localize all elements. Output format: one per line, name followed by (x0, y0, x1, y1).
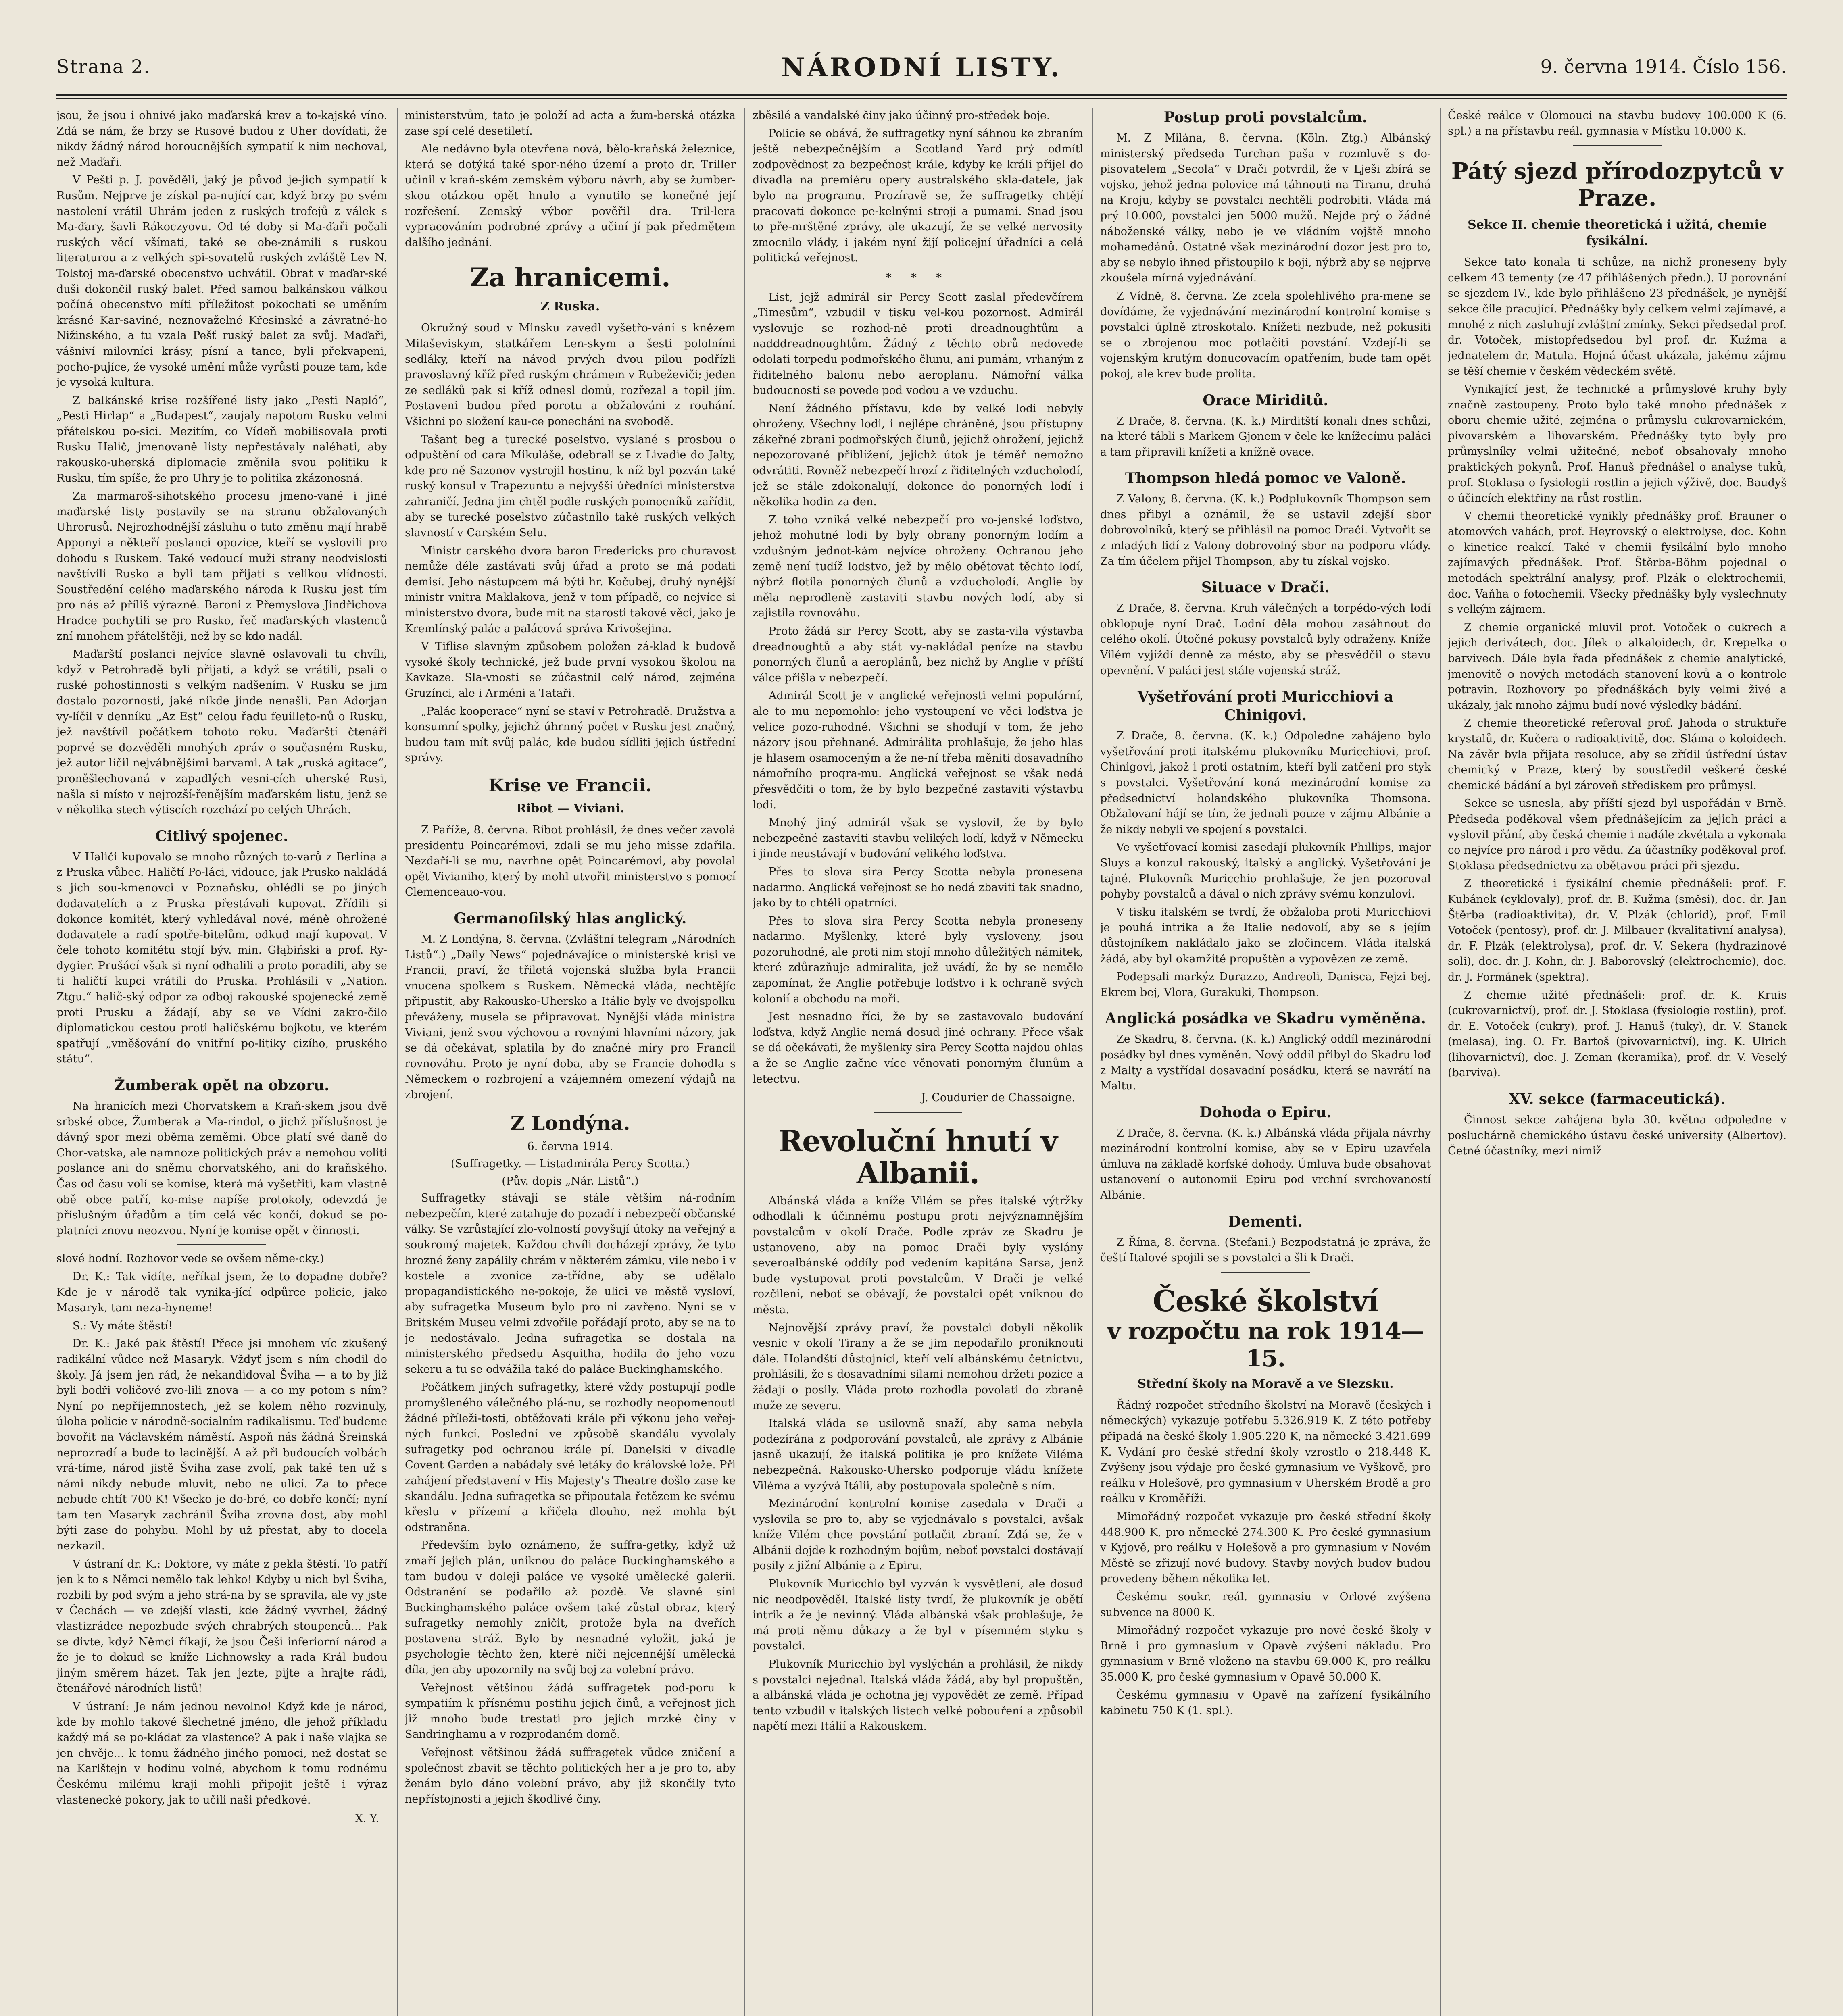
section-heading: Citlivý spojenec. (155, 827, 288, 845)
subtitle: (Suffragetky. — Listadmirála Percy Scotta.) (450, 1158, 690, 1170)
paragraph: Z chemie organické mluvil prof. Votoček o cukrech a jejich derivátech, doc. Jílek o alkaloidech, dr. Krepelka o barvivech. Dále byla řada přednášek z chemie analytické, jmenovitě o nových metodách stanovení kovů a o kontrole potravin. Rozhovory po přednáškách byly velmi živé a ukázaly, jak mnoho zájmu budí nové výsledky bádání. (1448, 621, 1787, 712)
separator-stars: * * * (886, 271, 950, 284)
paragraph: Z Valony, 8. června. (K. k.) Podplukovník Thompson sem dnes přibyl a oznámil, že se ustavil zdejší sbor dobrovolníků, který se přihlásil na pomoc Drači. Vytvořit se z mladých lidí z Valony dobrovolný sbor na podporu vlády. Za tím účelem přijel Thompson, aby tu získal vojsko. (1100, 493, 1431, 568)
paragraph: Italská vláda se usilovně snaží, aby sama nebyla podezírána z podporování povstalců, ale zprávy z Albánie jasně ukazují, že italská politika je pro knížete Viléma nebezpečná. Rakousko-Uhersko podporuje vládu knížete Viléma a vyzývá Itálii, aby postupovala společně s ním. (753, 1417, 1083, 1492)
paragraph: Řádný rozpočet středního školství na Moravě (českých i německých) vykazuje potřebu 5.326.919 K. Z této potřeby připadá na české školy 1.905.220 K, na německé 3.421.699 K. Vydání pro české střední školy vzrostlo o 218.448 K. Zvýšeny jsou výdaje pro české gymnasium ve Vyškově, pro reálku v Holešově, pro gymnasium v Uherském Brodě a pro reálku v Kroměříži. (1100, 1399, 1431, 1505)
paragraph: Albánská vláda a kníže Vilém se přes italské výtržky odhodlali k účinnému postupu proti nejvýznamnějším povstalcům v okolí Drače. Podle zpráv ze Skadru je ustanoveno, aby na pomoc Drači byly vyslány severoalbánské oddíly pod vedením kapitána Sarsa, jenž bude vystupovat proti povstalcům. V Drači je velké rozčilení, neboť se obávají, že povstalci opět vniknou do města. (753, 1194, 1083, 1316)
paragraph: V Haliči kupovalo se mnoho různých to-varů z Berlína a z Pruska vůbec. Haličtí Po-láci, vidouce, jak Prusko nakládá s jich sou-kmenovci v Poznaňsku, ohlédli se po jiných dodavatelích a z Pruska přestávali kupovat. Zřídili si dokonce komitét, který vyhledával nové, méně ohrožené dodavatele a radí spotře-bitelům, odkud mají kupovat. V čele tohoto komitétu stojí býv. min. Głąbiński a prof. Ry-dygier. Prušácí však si nyní odhalili a proto poradili, aby se ti haličtí kupci vrátili do Pruska. Prohlásili v „Nation. Ztgu.“ halič-ský odpor za odboj rakouské spojenecké země proti Prusku a žádají, aby se ve Vídni zakro-čilo diplomatickou cestou proti haličskému bojkotu, ve kterém spatřují „vměšování do vnitřní po-litiky cizího, pruského státu“. (56, 850, 387, 1066)
paragraph: Z balkánské krise rozšířené listy jako „Pesti Napló“, „Pesti Hirlap“ a „Budapest“, zaujaly napotom Rusku velmi přátelskou po-sici. Mezitím, co Vídeň mobilisovala proti Rusku Halič, jmenovaně listy nepřestávaly naléhati, aby rakousko-uherská diplomacie změnila svou politiku k Rusku, tím spíše, že pro Uhry je to politika zkázonosná. (56, 394, 387, 485)
paragraph: Policie se obává, že suffragetky nyní sáhnou ke zbraním ještě nebezpečnějším a Scotland Yard prý odmítl zodpovědnost za bezpečnost krále, kdyby ke králi přijel do divadla na premiéru opery australského skla-datele, jak bylo na programu. Prozíravě se, že suffragetky chtějí pracovati dokonce pe-kelnými stroji a pumami. Snad jsou to pře-mrštěné zprávy, ale ukazují, že se velké nervosity zmocnilo vlády, i jakém nyní žijí policejní úřadníci a celá politická veřejnost. (753, 127, 1083, 264)
paragraph: Sekce se usnesla, aby příští sjezd byl uspořádán v Brně. Předseda poděkoval všem přednášejícím za jejich práci a vyslovil přání, aby česká chemie i nadále zkvétala a vykonala co nejvíce pro národ i pro vědu. Za účastníky poděkoval prof. Stoklasa předsednictvu za obětavou práci při sjezdu. (1448, 797, 1787, 872)
section-title: Za hranicemi. (470, 262, 671, 293)
subsection-heading: Z Ruska. (540, 300, 600, 314)
paragraph: Suffragetky stávají se stále větším ná-rodním nebezpečím, které zatahuje do pozadí i nebezpečí občanské války. Se vzrůstající zlo-volností povyšují útoky na veřejný a soukromý majetek. Každou chvíli docházejí zprávy, že tyto hrozné ženy zapálily chrám v některém zámku, vile nebo i v kostele a zvonice za-třídne, aby se udělalo propagandistického ne-pokoje, že ulici ve městě vysloví, aby sufragetka Museum bylo pro ni zavřeno. Nyní se v Britském Museu velmi zdvořile pořádají proto, aby se na to je nedostávalo. Jedna sufragetka se dostala na ministerského předsedu Asquitha, hodila do jeho vozu sekeru a tu se odvážila také do paláce Buckinghamského. (405, 1192, 736, 1376)
paragraph: Z chemie užité přednášeli: prof. dr. K. Kruis (cukrovarnictví), prof. dr. J. Stoklasa (fysiologie rostlin), prof. dr. E. Votoček (cukry), prof. J. Hanuš (tuky), dr. V. Stanek (melasa), ing. O. Fr. Bartoš (pivovarnictví), ing. K. Ulrich (lihovarnictví), doc. J. Zeman (keramika), prof. dr. V. Veselý (barviva). (1448, 989, 1787, 1079)
paragraph: Přes to slova sira Percy Scotta nebyla proneseny nadarmo. Myšlenky, které byly vysloveny, jsou pozoruhodné, ale proti nim stojí mnoho důležitých námitek, které zdůrazňuje admiralita, jež uvádí, že by se nemělo zapomínat, že Anglie potřebuje loďstvo i k ochraně svých kolonií a obchodu na moři. (753, 914, 1083, 1005)
section-heading: Dohoda o Epiru. (1199, 1104, 1332, 1121)
paragraph: Mnohý jiný admirál však se vyslovil, že by bylo nebezpečné zastaviti stavbu velikých lodí, když v Německu i jinde neustávají v budování velikého loďstva. (753, 816, 1083, 860)
paragraph: Z theoretické i fysikální chemie přednášeli: prof. F. Kubánek (cyklovaly), prof. dr. B. Kužma (směsi), doc. dr. Jan Štěrba (radioaktivita), dr. V. Plzák (chlorid), prof. Emil Votoček (pentosy), prof. dr. J. Milbauer (kvalitativní analysa), dr. F. Plzák (elektrolysa), prof. dr. V. Sekera (hydrazinové soli), doc. dr. J. Kohn, dr. J. Baborovský (elektrochemie), doc. dr. J. Formánek (spektra). (1448, 877, 1787, 983)
section-heading: Z Londýna. (510, 1112, 630, 1135)
section-title: České školství (1153, 1283, 1378, 1318)
paragraph: Mezinárodní kontrolní komise zasedala v Drači a vyslovila se pro to, aby se vyjednávalo s povstalci, avšak kníže Vilém chce povstání potlačit zbraní. Zdá se, že v Albánii dojde k rozhodným bojům, neboť povstalci dostávají posily z jižní Albánie a z Epiru. (753, 1497, 1083, 1572)
separator (1573, 145, 1662, 146)
paragraph: Proto žádá sir Percy Scott, aby se zasta-vila výstavba dreadnoughtů a aby stát vy-nakládal peníze na stavbu ponorných člunů a aeroplánů, bez nichž by Anglie v příští válce přišla v nebezpečí. (753, 625, 1083, 684)
column-1 (56, 108, 387, 2016)
paragraph: Tašant beg a turecké poselstvo, vyslané s prosbou o odpuštění od cara Mikuláše, odebrali se z Livadie do Jalty, kde pro ně Sazonov vystrojil hostinu, k níž byl pozván také ruský konsul v Trapezuntu a nejvyšší úředníci ministerstva zahraničí. Jedna jim chtěl podle ruských pomocníků zařídit, aby se turecké poselstvo zúčastnilo také ruských velkých slavností v Carském Selu. (405, 433, 736, 539)
paragraph: Z Paříže, 8. června. Ribot prohlásil, že dnes večer zavolá presidentu Poincarémovi, zdali se mu jeho misse zdařila. Nezdaří-li se mu, navrhne opět Poincarémovi, aby povolal opět Vivianiho, který by mohl utvořit ministerstvo s pomocí Clemenceauo-vou. (405, 823, 736, 899)
paragraph: Na hranicích mezi Chorvatskem a Kraň-skem jsou dvě srbské obce, Žumberak a Ma-rindol, o jichž příslušnost je dávný spor mezi oběma zeměmi. Obce platí své daně do Chor-vatska, ale namnoze politických práv a nemohou voliti poslance ani do sněmu chorvatského, ani do kraňského. Čas od času volí se komise, která má vyšetřiti, kam vlastně obě obce patří, ko-mise napíše protokoly, odevzdá je příslušným úřadům a tím celá věc končí, dokud se po-platníci znovu neozvou. Nyní je komise opět v činnosti. (56, 1100, 387, 1237)
paragraph: V tisku italském se tvrdí, že obžaloba proti Muricchiovi je pouhá intrika a že Italie nedovolí, aby se s jejím důstojníkem nakládalo jako se zločincem. Vláda italská žádá, aby byl okamžitě propuštěn a vypovězen ze země. (1100, 906, 1431, 965)
paragraph: Okružný soud v Minsku zavedl vyšetřo-vání s knězem Milaševiskym, statkářem Len-skym a šesti pololními sedláky, kteří na návod prvých dvou pilou podřízli pravoslavný kříž před ruským chrámem v Rubeževiči; jeden ze sedláků pak si kříž odnesl domů, rozřezal a topil jím. Postaveni budou před porotu a obžalováni z rouhání. Všichni po složení kau-ce ponecháni na svobodě. (405, 322, 736, 428)
paragraph: Mimořádný rozpočet vykazuje pro nové české školy v Brně i pro gymnasium v Opavě zvýšení nákladu. Pro gymnasium v Brně vloženo na stavbu 69.000 K, pro reálku 35.000 K, pro české gymnasium v Opavě 50.000 K. (1100, 1624, 1431, 1683)
paragraph: slové hodní. Rozhovor vede se ovšem něme-cky.) (56, 1252, 324, 1265)
paragraph: Sekce tato konala ti schůze, na nichž proneseny byly celkem 43 tementy (ze 47 přihlášených předn.). U porovnání se sjezdem IV., kde bylo přihlášeno 23 přednášek, je nynější sekce čile pracující. Přednášky byly celkem velmi zajímavé, a mnohé z nich zasluhují zvláštní zmínky. Sekci předsedal prof. dr. Votoček, místopředsedou byl prof. dr. Kužma a jednatelem dr. Matula. Hojná účast ukázala, jakému zájmu se těší chemie v českém vědeckém světě. (1448, 256, 1787, 378)
paragraph: Admirál Scott je v anglické veřejnosti velmi populární, ale to mu nepomohlo: jeho vystoupení ve věci loďstva je velice pozo-ruhodné. Všichni se shodují v tom, že jeho názory jsou přehnané. Admirálita prohlašuje, že jeho hlas je hlasem osamoceným a že ne-ní třeba měniti dosavadního námořního progra-mu. Anglická veřejnost se však nedá přesvědčiti o tom, že by bylo bezpečné zastaviti výstavbu lodí. (753, 689, 1083, 811)
paragraph: V Pešti p. J. pověděli, jaký je původ je-jich sympatií k Rusům. Nejprve je získal pa-nující car, když brzy po svém nastolení vrátil Uhrám jeden z ruských trofejů z válek s Ma-ďary, šavli Rákoczyovu. Od té doby si Ma-ďaři počali ruských věcí všímati, také se obe-známili s ruskou literaturou a z velkých spi-sovatelů ruských zvláště Lev N. Tolstoj ma-ďarské obecenstvo uchvátil. Obrat v maďar-ské duši dokončil ruský balet. Před samou balkánskou válkou počíná obecenstvo míti příležitost pokochati se uměním krásné Kar-saviné, neznovaželné Křesinské a závratné-ho Nižinského, a tu vzala Pešť ruský balet za svůj. Maďaři, vášniví milovníci krásy, písní a tance, byli překvapeni, pocho-pujíce, že vysoké umění může vyrůsti pouze tam, kde je vysoká kultura. (56, 174, 387, 389)
paragraph: Dr. K.: Tak vidíte, neříkal jsem, že to dopadne dobře? Kde je v národě tak vynika-jící odpůrce policie, jako Masaryk, tam neza-hyneme! (56, 1270, 387, 1314)
section-heading: Dementi. (1228, 1213, 1303, 1230)
paragraph: Českému gymnasiu v Opavě na zařízení fysikálního kabinetu 750 K (1. spl.). (1100, 1689, 1431, 1717)
section-title-line-2: v rozpočtu na rok 1914—15. (1107, 1317, 1424, 1372)
paragraph: jsou, že jsou i ohnivé jako maďarská krev a to-kajské víno. Zdá se nám, že brzy se Rusové budou z Uher dovídati, že nikdy žádný národ horoucnějších sympatií k nim nechoval, než Maďaři. (56, 109, 387, 169)
section-heading: Orace Miriditů. (1203, 392, 1328, 409)
paragraph: Za marmaroš-sihotského procesu jmeno-vané i jiné maďarské listy postavily se na stranu obžalovaných Uhrorusů. Nejrozhodnější zásluhu o tuto změnu mají hrabě Apponyi a někteří poslanci opozice, kteří se vyslovili pro dohodu s Ruskem. Také vedoucí muži strany neodvislosti navštívili Rusko a byli tam přijati s velikou vlídností. Soustředění celého maďarského národa k Rusku jest tím pro nás až příliš výrazné. Baroni z Přemyslova Jindřichova Hradce pochytili se pro Rusko, řeč maďarských vlastenců zní mnohem přátelštěji, než by se kdo nadál. (56, 490, 387, 643)
paragraph: Z Vídně, 8. června. Ze zcela spolehlivého pra-mene se dovídáme, že vyjednávání mezinárodní kontrolní komise s povstalci úplně ztroskotalo. Knížeti nezbude, než pokusiti se o zbrojenou moc potlačiti povstání. Vzdejí-li se vojenským krutým donucovacím opatřením, bude tam opět pokoj, ale krev bude prolita. (1100, 289, 1431, 380)
paragraph: Jest nesnadno říci, že by se zastavovalo budování loďstva, když Anglie nemá dosud jiné ochrany. Přece však se dá očekávati, že myšlenky sira Percy Scotta najdou ohlas a že se Anglie začne více věnovati ponorným člunům a letectvu. (753, 1010, 1083, 1085)
section-title: Revoluční hnutí v Albanii. (778, 1123, 1057, 1190)
paragraph: „Palác kooperace“ nyní se staví v Petrohradě. Družstva a konsumní spolky, jejichž úhrnný počet v Rusku jest značný, budou tam mít svůj palác, kde budou sídliti jejich ústřední správy. (405, 705, 736, 764)
column-5 (1448, 108, 1787, 2016)
paragraph: M. Z Londýna, 8. června. (Zvláštní telegram „Národních Listů“.) „Daily News“ pojednávajíce o ministerské krisi ve Francii, praví, že třiletá vojenská služba byla Francii vnucena spolkem s Ruskem. Německá vláda, nechtějíc připustit, aby Rakousko-Uhersko a Itálie byly ve dvojspolku převáženy, musela se připravovat. Nynější vláda ministra Viviani, jenž svou výchovou a rovnými hlavními názory, jak se dá očekávat, splatila by do značné míry pro Francii rovnováhu. Proto je nyní doba, aby se Francie dohodla s Německem o rozbrojení a vzájemném omezení výdajů na zbrojení. (405, 933, 736, 1101)
section-heading: Postup proti povstalcům. (1163, 109, 1368, 126)
paragraph: M. Z Milána, 8. června. (Köln. Ztg.) Albánský ministerský předseda Turchan paša v rozmluvě s do-pisovatelem „Secola“ v Drači potvrdil, že v Lješi zbírá se vojsko, jehož jedna polovice má táhnouti na Tiranu, druhá na Kroju, kdyby se povstalci nechtěli podrobiti. Vláda má prý 10.000, povstalci jen 5000 mužů. Nejde prý o žádné náboženské války, nebo je ve vládním vojště mnoho mohamedánů. Ostatně však mezinárodní dozor jest pro to, aby se nebylo ihned přistoupilo k boji, nýbrž aby se nejprve zkoušela mírná vyjednávání. (1100, 132, 1431, 285)
paragraph: Vynikající jest, že technické a průmyslové kruhy byly značně zastoupeny. Proto bylo také mnoho přednášek z oboru chemie užité, zejména o průmyslu cukrovarnickém, pivovarském a lihovarském. Přednášky tyto byly pro průmyslníky velmi užitečné, neboť obsahovaly mnoho praktických pokynů. Prof. Hanuš přednášel o analyse tuků, prof. Stoklasa o fysiologii rostlin a jejich výživě, doc. Baudyš o účincích elektřiny na růst rostlin. (1448, 383, 1787, 505)
column-2 (405, 108, 736, 2016)
masthead-rule (56, 94, 1787, 96)
masthead-rule-thin (56, 98, 1787, 99)
section-heading: Situace v Drači. (1201, 579, 1330, 596)
paragraph: Činnost sekce zahájena byla 30. května odpoledne v posluchárně chemického ústavu české university (Albertov). Četné účastníky, mezi nimiž (1448, 1114, 1787, 1158)
masthead (56, 52, 1787, 85)
paragraph: Nejnovější zprávy praví, že povstalci dobyli několik vesnic v okolí Tirany a že se jim nepodařilo proniknouti dále. Holandští důstojníci, kteří velí albánskému četnictvu, prohlásili, že s dosavadními silami nemohou držeti pozice a žádají o posily. Vláda proto rozhodla povolati do zbraně muže ze severu. (753, 1321, 1083, 1412)
newspaper-title: NÁRODNÍ LISTY. (781, 52, 1062, 83)
paragraph: List, jejž admirál sir Percy Scott zaslal předevčírem „Timesům“, vzbudil v tisku vel-kou pozornost. Admirál vyslovuje se rozhod-ně proti dreadnoughtům a nadddreadnoughtům. Žádný z těchto obrů nedovede odolati torpedu podmořského člunu, ani pumám, vrhaným z řiditelného balonu nebo aeroplanu. Námořní válka budoucnosti se povede pod vodou a ve vzduchu. (753, 291, 1083, 397)
column-divider (397, 108, 398, 2016)
paragraph: S.: Vy máte štěstí! (73, 1319, 173, 1332)
paragraph: Z Drače, 8. června. (K. k.) Odpoledne zahájeno bylo vyšetřování proti italskému plukovníku Muricchiovi, prof. Chinigovi, jakož i proti ostatním, kteří byli zatčeni pro styk s povstalci. Vyšetřování koná mezinárodní komise za předsednictví holandského plukovníka Thomsona. Obžalovaní hájí se tím, že jednali pouze v zájmu Albánie a že nikdy nebyli ve spojení s povstalci. (1100, 730, 1431, 836)
paragraph: Českému soukr. reál. gymnasiu v Orlové zvýšena subvence na 8000 K. (1100, 1590, 1431, 1619)
section-heading: Krise ve Francii. (488, 775, 652, 796)
paragraph: V ústraní: Je nám jednou nevolno! Když kde je národ, kde by mohlo takové šlechetné jméno, dle jehož příkladu každý má se po-kládat za vlastence? A pak i naše vlajka se jen chvěje... k tomu žádného jiného pomoci, než dostat se na Karlštejn v hodinu volné, abychom k tomu rodnému Českému milému kraji mohli připojit ještě i výraz vlastenecké pokory, jak to učili naši předkové. (56, 1700, 387, 1806)
paragraph: České reálce v Olomouci na stavbu budovy 100.000 K (6. spl.) a na přístavbu reál. gymnasia v Místku 10.000 K. (1448, 109, 1787, 137)
column-4 (1100, 108, 1431, 2016)
section-heading: Thompson hledá pomoc ve Valoně. (1125, 470, 1406, 487)
separator (874, 1112, 962, 1113)
source-note: (Pův. dopis „Nár. Listů“.) (502, 1175, 639, 1187)
page-label: Strana 2. (56, 56, 150, 77)
subsection-heading: Střední školy na Moravě a ve Slezsku. (1137, 1377, 1394, 1391)
paragraph: Z Drače, 8. června. (K. k.) Albánská vláda přijala návrhy mezinárodní kontrolní komise, aby se v Epiru uzavřela úmluva na základě korfské dohody. Úmluva bude obsahovat ustanovení o autonomii Epiru pod vrchní svrchovaností Albánie. (1100, 1127, 1431, 1202)
paragraph: Ve vyšetřovací komisi zasedají plukovník Phillips, major Sluys a konzul rakouský, italský a anglický. Vyšetřování je tajné. Plukovník Muricchio prohlašuje, že jen pozoroval pohyby povstalců a dával o nich zprávy svému konzulovi. (1100, 841, 1431, 901)
paragraph: V ústraní dr. K.: Doktore, vy máte z pekla štěstí. To patří jen k to s Němci nemělo tak lehko! Kdyby u nich byl Šviha, rozbili by pod svým a jeho strá-na by se spravila, ale vy jste v Čechách — ve zdejší vlasti, kde žádný vyvrhel, žádný vlastizrádce nepozbude svých chrabrých stoupenců... Pak se divte, když Němci říkají, že jsou Češi inferiorní národ a že je to dokud se kníže Lichnowsky a rada Král budou jiným směrem házet. Tak jen jezte, pijte a hrajte rádi, čtenářové národních listů! (56, 1558, 387, 1695)
column-divider (1440, 108, 1441, 2016)
paragraph: V chemii theoretické vynikly přednášky prof. Brauner o atomových vahách, prof. Heyrovský o elektrolyse, doc. Kohn o kinetice reakcí. Také v chemii fysikální bylo mnoho zajímavých přednášek. Prof. Štěrba-Böhm pojednal o metodách spektrální analysy, prof. Plzák o elektrochemii, doc. Vaňha o fotochemii. Všecky přednášky byly vyslechnuty s velkým zájmem. (1448, 510, 1787, 616)
paragraph: Veřejnost většinou žádá suffragetek pod-poru k sympatiím k přísnému postihu jejich činů, a veřejnost jich již mnoho bude trestati pro jejich mrzké činy v Sandringhamu a v rozprodaném domě. (405, 1681, 736, 1741)
subsection-heading: Sekce II. chemie theoretická i užitá, chemie fysikální. (1468, 218, 1767, 248)
paragraph: Dr. K.: Jaké pak štěstí! Přece jsi mnohem víc zkušený radikální vůdce než Masaryk. Vždyť jsem s ním chodil do školy. Já jsem jen rád, že nekandidoval Šviha — a to by již byli bodři voličové zvo-lili znova — a co my potom s ním? Nyní po nepříjemnostech, jež se kolem něho rozvinuly, úloha policie v národně-socialním radikalismu. Teď budeme bovořit na Václavském náměstí. Aspoň nás žádná Šreinská neprozradí a bude to lacinější. A až při budoucích volbách vrá-tíme, národ jistě Šviha zase zvolí, pak také ten už s námi nikdy nebude mluvit, nebo ne ulicí. Za to přece nebude chtít 700 K! Všecko je do-bré, co dobře končí; nyní tam ten Masaryk zachránil Šviha zrovna dost, aby mohl býti zase do pohybu. Mohl by už přestat, aby to docela nezkazil. (56, 1337, 387, 1553)
signature: J. Coudurier de Chassaigne. (921, 1091, 1075, 1104)
paragraph: Z Drače, 8. června. (K. k.) Mirditští konali dnes schůzi, na které tábli s Markem Gjonem v čele ke knížecímu paláci a tam připravili knížeti a knížně ovace. (1100, 414, 1431, 458)
issue-date: 9. června 1914. Číslo 156. (1540, 56, 1787, 77)
paragraph: Není žádného přístavu, kde by velké lodi nebyly ohroženy. Všechny lodi, i nejlépe chráněné, jsou přístupny zákeřné zbrani podmořských člunů, jejichž ohrožení, jejichž nepozorované přiblížení, jejichž útok je téměř nemožno odvrátiti. Rovněž nebezpečí hrozí z řiditelných vzducholodí, jež se stále zdokonalují, dokonce do ponorných lodí i několika hodin za den. (753, 402, 1083, 508)
section-heading: Žumberak opět na obzoru. (114, 1077, 329, 1094)
paragraph: ministerstvům, tato je položí ad acta a žum-berská otázka zase spí celé desetiletí. (405, 109, 736, 137)
paragraph: Ministr carského dvora baron Fredericks pro churavost nemůže déle zastávati svůj úřad a proto se má podati demisí. Jeho nástupcem má býti hr. Kočubej, druhý nynější ministr vnitra Maklakova, jenž v tom případě, co nejvíce si ministerstvo dvora, bude mít na starosti takové věci, jako je Kremlínský palác a palácová správa Krivošejina. (405, 544, 736, 635)
paragraph: Plukovník Muricchio byl vyslýchán a prohlásil, že nikdy s povstalci nejednal. Italská vláda žádá, aby byl propuštěn, a albánská vláda je ochotna jej vypovědět ze země. Případ tento vzbudil v italských listech velké pobouření a způsobil napětí mezi Itálií a Rakouskem. (753, 1658, 1083, 1733)
section-heading: Anglická posádka ve Skadru vyměněna. (1105, 1010, 1426, 1027)
paragraph: zběsilé a vandalské činy jako účinný pro-středek boje. (753, 109, 1050, 122)
paragraph: Z toho vzniká velké nebezpečí pro vo-jenské loďstvo, jehož mohutné lodi by byly obrany ponorným lodím a vzdušným jednot-kám nejvíce ohroženy. Ochranou jeho země není tudíž lodstvo, jež by mělo obětovat těchto lodí, nýbrž flotila ponorných člunů a vzducholodí. Anglie by měla neprodleně zastaviti stavbu nových lodí, aby si zajistila rovnováhu. (753, 513, 1083, 620)
section-heading: Vyšetřování proti Muricchiovi a Chinigovi. (1137, 688, 1394, 724)
paragraph: Podepsali markýz Durazzo, Andreoli, Danisca, Fejzi bej, Ekrem bej, Vlora, Gurakuki, Thompson. (1100, 971, 1431, 999)
paragraph: Přes to slova sira Percy Scotta nebyla pronesena nadarmo. Anglická veřejnost se ho nedá zbaviti tak snadno, jako by to chtěli opatrníci. (753, 865, 1083, 910)
signature: X. Y. (355, 1812, 379, 1825)
section-heading: XV. sekce (farmaceutická). (1509, 1091, 1726, 1108)
column-3 (753, 108, 1083, 2016)
paragraph: Ze Skadru, 8. června. (K. k.) Anglický oddíl mezinárodní posádky byl dnes vyměněn. Nový oddíl přibyl do Skadru loď z Malty a vystřídal dosavadní posádku, která se navrátí na Maltu. (1100, 1033, 1431, 1093)
paragraph: Maďarští poslanci nejvíce slavně oslavovali tu chvíli, když v Petrohradě byli přijati, a když se vrátili, psali o ruské pohostinnosti s velkým nadšením. V Rusku se jim dostalo pozornosti, jaké nikde jinde nenašli. Pan Adorjan vy-líčil v denníku „Az Est“ celou řadu feuilleto-nů o Rusku, jež navštívil počátkem tohoto roku. Maďarští čtenáři poprvé se dozvěděli mnohých zpráv o současném Rusku, jež autor líčil nejvábnějšími barvami. A tak „ruská agitace“, proněšlechovaná v zapadlých vesni-cích uherské Rusi, našla si místo v nejrozší-řenějším maďarském listu, jenž se v několika stech výtiscích rozchází po celých Uhrách. (56, 648, 387, 816)
separator (1221, 1272, 1310, 1273)
paragraph: V Tiflise slavným způsobem položen zá-klad k budově vysoké školy technické, jež bude první vysokou školou na Kavkaze. Sla-vnosti se zúčastnil celý národ, zejména Gruzínci, ale i Arméni a Tataři. (405, 640, 736, 700)
paragraph: Počátkem jiných sufragetky, které vždy postupují podle promyšleného válečného plá-nu, se rozhodly neopomenouti žádné příleži-tosti, obtěžovati krále při výkonu jeho veřej-ných funkcí. Poslední ve způsobě skandálu vyvolaly sufragetky pod ochranou krále pí. Danelski v divadle Covent Garden a nabádaly své letáky do královské lože. Při zahájení představení v His Majesty's Theatre došlo zase ke skandálu. Jedna sufragetka se připoutala řetězem ke svému křeslu v přízemí a křičela dlouho, než mohla být odstraněna. (405, 1381, 736, 1534)
section-title: Pátý sjezd přírodozpytců v Praze. (1451, 158, 1783, 212)
paragraph: Z Drače, 8. června. Kruh válečných a torpédo-vých lodí obklopuje nyní Drač. Lodní děla mohou zasáhnout do celého okolí. Útočné pokusy povstalců byly odraženy. Kníže Vilém vyjíždí denně za město, aby se přesvědčil o stavu opevnění. V paláci jest stále vojenská stráž. (1100, 602, 1431, 677)
dateline: 6. června 1914. (527, 1140, 613, 1153)
paragraph: Z chemie theoretické referoval prof. Jahoda o struktuře krystalů, dr. Kučera o radioaktivitě, doc. Sláma o koloidech. Na závěr byla přijata resoluce, aby se zřídil ústřední ústav chemický v Praze, který by soustředil veškeré české chemické bádání a byl zároveň střediskem pro průmysl. (1448, 717, 1787, 792)
paragraph: Mimořádný rozpočet vykazuje pro české střední školy 448.900 K, pro německé 274.300 K. Pro české gymnasium v Kyjově, pro reálku v Holešově a pro gymnasium v Novém Městě se zřizují nové budovy. Stavby nových budov budou provedeny během několika let. (1100, 1510, 1431, 1585)
section-heading: Germanofilský hlas anglický. (454, 910, 687, 927)
paragraph: Ale nedávno byla otevřena nová, bělo-kraňská železnice, která se dotýká také spor-ného území a proto dr. Triller učinil v kraň-ském zemském výboru návrh, aby se žumber-skou otázkou opět hnulo a vynutilo se konečné její rozřešení. Zemský výbor pověřil dra. Tril-lera vypracováním podrobné zprávy a učiní jí pak předmětem dalšího jednání. (405, 143, 736, 249)
column-divider (1092, 108, 1093, 2016)
column-divider (744, 108, 745, 2016)
paragraph: Především bylo oznámeno, že suffra-getky, když už zmaří jejich plán, uniknou do paláce Buckinghamského a tam budou v doleji paláce ve vysoké umělecké galerii. Odstranění se podařilo až pozdě. Ve slavné síni Buckinghamského paláce ovšem také zůstal obraz, který sufragetky nemohly zničit, protože byla na dveřích postavena stráž. Bylo by nesnadné vyložit, jaká je psychologie těchto žen, které ničí nejcennější umělecká díla, jen aby upozornily na svůj boj za volební právo. (405, 1539, 736, 1677)
separator (177, 1244, 266, 1245)
paragraph: Plukovník Muricchio byl vyzván k vysvětlení, ale dosud nic neodpověděl. Italské listy tvrdí, že plukovník je obětí intrik a že je nevinný. Vláda albánská však prohlašuje, že má proti němu důkazy a že byl v písemném styku s povstalci. (753, 1578, 1083, 1653)
subsection-heading: Ribot — Viviani. (516, 801, 625, 816)
paragraph: Z Říma, 8. června. (Stefani.) Bezpodstatná je zpráva, že čeští Italové spojili se s povstalci a šli k Drači. (1100, 1236, 1431, 1264)
paragraph: Veřejnost většinou žádá suffragetek vůdce zničení a společnost zbavit se těchto politických her a je pro to, aby ženám bylo dáno volební právo, aby již skončily tyto nepřístojnosti a jejich škodlivé činy. (405, 1746, 736, 1806)
